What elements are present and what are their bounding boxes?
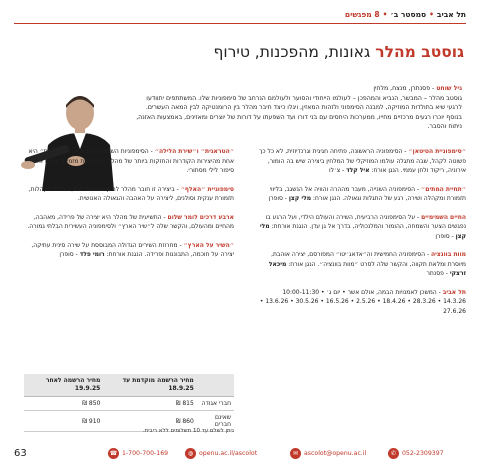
- session-title: ״תחיית המתים״: [421, 185, 466, 193]
- session-item: [254, 250, 466, 279]
- envelope-icon: ✉: [290, 448, 301, 459]
- footer-mobile-text: 052-2309397: [402, 450, 444, 457]
- price-cell: 850 ₪: [24, 397, 103, 411]
- session-title: ״השיר על הארץ״: [183, 241, 234, 249]
- footer-web-link[interactable]: [185, 448, 257, 459]
- session-title: ״סימפוניית הטיטאן״: [408, 148, 466, 155]
- session-body: - הסימפוניה השנייה, מעבר מההרה והוויה אל הנשגב, בליווי תזמורת ומקהלה ושירה, רגע של התגלות וגאולה. הנגן אורח:: [269, 185, 466, 202]
- price-table: [24, 374, 234, 432]
- schedule: [254, 288, 466, 317]
- session-body: - מחרוזת השירים הגדולה המבוססת על שירה סינית עתיקה, יצירה על חוכמה, התבוננות ופרידה. הנגנת אורחת:: [31, 241, 234, 258]
- guest-name: מלי קצן: [288, 195, 312, 202]
- course-title-sub: גאונות, מהפכנות, טירוף: [213, 43, 371, 61]
- header-city: תל אביב: [436, 10, 466, 19]
- price-cell: חברי אגודה: [197, 397, 234, 411]
- lecturer-roles: - פסנתרן, מנצח, מלחין: [373, 85, 437, 92]
- guest-name: איל קלד: [346, 167, 370, 174]
- course-description: גוסטב מהלר – המבשר, הנביא והמהפכן – לעולמו הייחודי והסוער ולעולמם הנרחב של סימפוניות שלו. המשתתפים יתוודעו לרגעי שיא בתולדות המוזיקה, למבנה הסימפוני ולזהות המאזין, ויגלו כיצד חיבר מהלר בין הרומנטיקה לבין המאה העשרים. בנוסף יוכרו רגעים מרכזיים מחייו, ממערכות היחסים עם בני דורו ועד השפעתו על דורות של יוצרים ומאזינים, באמצעות האזנה, ניתוח והסבר.: [136, 94, 462, 130]
- footer-email-link[interactable]: [290, 448, 366, 459]
- guest-role: - סופרן: [59, 251, 80, 258]
- session-item: [254, 147, 466, 176]
- footer-web-text: openu.ac.il/ascolot: [199, 450, 258, 457]
- price-header-cell: מחיר הרשמה מוקדמת עד 18.9.25: [103, 374, 196, 397]
- sessions-column-right: [254, 147, 466, 316]
- guest-role: - סופרן: [435, 232, 456, 240]
- lecturer-name: גיל שוחט: [436, 85, 462, 92]
- lecturer-bio: [130, 84, 462, 132]
- payment-note: ניתן לשלם עד 10 תשלומים ללא ריבית.: [142, 428, 234, 434]
- price-cell: 910 ₪: [24, 411, 103, 432]
- guest-role: - צ׳לו: [329, 167, 347, 174]
- guest-role: - סופרן: [268, 195, 289, 202]
- price-table-header: [24, 374, 234, 397]
- page-footer: [0, 442, 480, 475]
- schedule-city: תל אביב: [442, 288, 466, 296]
- session-body: - הסימפוניה החמישית וה״אדאג׳יטו״ המפורסם, יצירה אוהבת, מיוסרת ומלאת תקווה, והקשר שלה לסרט ״מוות בוונציה״. הנגן אורח:: [271, 251, 466, 268]
- price-header-cell: מחיר הרשמה לאחר 19.9.25: [24, 374, 103, 397]
- table-row: [24, 397, 234, 411]
- footer-phone-text: 1-700-700-169: [122, 450, 169, 457]
- session-title: ארבע דרכים לומר שלום: [167, 213, 234, 221]
- page-number: 63: [14, 448, 27, 459]
- guest-role: - פסנתר: [426, 270, 450, 277]
- phone-icon: ☎: [109, 450, 118, 457]
- session-title: סימפוניית ״האלף״: [180, 185, 234, 193]
- price-cell: 860 ₪: [103, 411, 196, 432]
- guest-name: רומי פלד: [79, 251, 105, 258]
- header-sessions: 8 מפגשים: [344, 10, 380, 19]
- session-item: [254, 213, 466, 242]
- session-title: מוות בוונציה: [431, 251, 466, 258]
- globe-icon: ◍: [185, 448, 196, 459]
- session-body: - הסימפוניה הראשונה, פתיחה חגיגית וגרנדיוזית, לא כל כך פשוטה לקהל, שבה מתגלה עולמו המוזיקלי של המלחין ביצירה שיש בה הומור, אירוניה, ריקוד ולחן עממי. הנגן אורח:: [259, 148, 466, 174]
- header-separator: •: [382, 10, 388, 19]
- session-title: החיים השמימיים: [421, 213, 466, 221]
- guest-name: מיכאל זרצקי: [268, 260, 466, 277]
- schedule-details: - המשכן לאמנויות הבמה, אולם אשר • יום ג׳ • 10:00-11:30: [282, 288, 443, 296]
- session-item: [24, 213, 234, 232]
- footer-email-text: ascolot@openu.ac.il: [304, 450, 367, 457]
- session-item: [254, 185, 466, 204]
- session-body: - ביצירה זו חובר מהלר לחזון האוטופי שלו, הכולל מקהלות, תזמורת ענקית וסולנים, ליצירה על האהבה והגאולה האנושית.: [28, 185, 234, 202]
- price-cell: 815 ₪: [103, 397, 196, 411]
- header-separator: •: [429, 10, 434, 19]
- price-header-cell: [197, 374, 234, 397]
- schedule-dates: 14.3.26 • 28.3.26 • 18.4.26 • 2.5.26 • 16.5.26 • 30.5.26 • 13.6.26 • 27.6.26: [259, 298, 466, 315]
- session-body: - התשיעית של מהלר היא יצירה של פרידה, מאהבה, מהחיים ומהעולם, והקשר שלה ל״שיר הארץ״ ולסימפוניה העשירית הבלתי גמורה.: [27, 213, 234, 230]
- whatsapp-icon: ✆: [388, 448, 399, 459]
- sessions-column-left: [24, 147, 234, 269]
- course-title-main: גוסטב מהלר: [375, 43, 464, 61]
- course-title: [24, 42, 464, 62]
- footer-phone-link[interactable]: [108, 448, 168, 459]
- running-header: [14, 8, 466, 21]
- session-title: ״הטראגית״ ו״שירת הלילה״: [154, 148, 234, 155]
- session-item: [24, 241, 234, 260]
- footer-mobile-link[interactable]: [388, 448, 444, 459]
- session-body: - הסימפוניות השישית והשביעית, ה״טראגית״ היא אחת מהיצירות הקודרות והחזקות ביותר של מהלר, והשביעית מזמינה אותנו אל סיפור לילי מסתורי.: [28, 148, 234, 174]
- header-semester: סמסטר ב׳: [390, 10, 427, 19]
- session-item: [24, 147, 234, 176]
- session-item: [24, 185, 234, 204]
- session-body: - על הסימפוניה הרביעית, השירה והעולם הילדי, ועל הרגע בו נפגשים הצער והשמחה, ההומור והמלנכוליה, בדרך אל גן עדן. הנגנת אורחת:: [265, 213, 466, 230]
- price-cell: שאינם חברים: [197, 411, 234, 432]
- guest-name: מלי קצן: [259, 223, 466, 240]
- header-rule: [14, 23, 466, 24]
